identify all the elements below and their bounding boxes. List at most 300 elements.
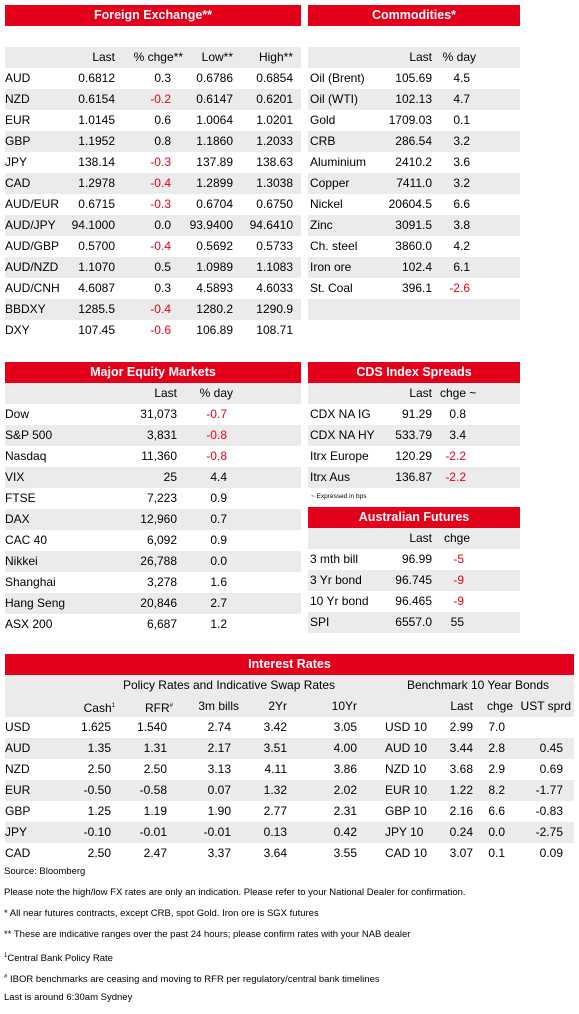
commodities-panel xyxy=(308,5,520,320)
rates-group-row xyxy=(5,675,574,696)
cell-chg: -0.4 xyxy=(150,176,171,190)
futures-header-row xyxy=(308,528,520,549)
fx-col-chge: % chge** xyxy=(133,50,183,64)
cds-panel xyxy=(308,362,520,503)
row-label: AUD/CNH xyxy=(5,281,60,295)
fx-col-low: Low** xyxy=(201,50,233,64)
rates-col-cash: Cash$^1$ xyxy=(83,701,115,715)
table-row xyxy=(5,89,301,110)
cell-last: 11,360 xyxy=(141,449,177,463)
table-row xyxy=(5,551,301,572)
cell-chg: 1.6 xyxy=(210,575,227,589)
cell-ust: 0.09 xyxy=(539,846,563,860)
cell-last: 20,846 xyxy=(140,596,177,610)
cell-chg: 0.3 xyxy=(154,71,171,85)
cell-last: 1.2978 xyxy=(78,176,115,190)
cell-yr2: 4.11 xyxy=(264,762,287,776)
cell-last: 3091.5 xyxy=(395,218,432,232)
footnote-range-note: ** These are indicative ranges over the past 24 hours; please confirm rates with your NAB dealer xyxy=(4,929,411,940)
cell-chg: -2.6 xyxy=(449,281,470,295)
footnote-futures-note: * All near futures contracts, except CRB, spot Gold. Iron ore is SGX futures xyxy=(4,908,319,919)
table-row xyxy=(5,801,574,822)
table-row xyxy=(5,173,301,194)
cell-last: 105.69 xyxy=(395,71,432,85)
table-row xyxy=(5,780,574,801)
row-label: JPY xyxy=(5,825,28,839)
cell-chg: 7.0 xyxy=(488,720,505,734)
cell-last: 533.79 xyxy=(395,428,432,442)
row-label: CAC 40 xyxy=(5,533,48,547)
cds-col-chge: chge ~ xyxy=(440,386,477,400)
table-row xyxy=(5,488,301,509)
cell-last: 96.465 xyxy=(395,594,432,608)
table-row xyxy=(5,717,574,738)
row-label: DXY xyxy=(5,323,30,337)
table-row xyxy=(308,194,520,215)
table-row xyxy=(308,236,520,257)
table-row xyxy=(308,68,520,89)
cell-last: 26,788 xyxy=(140,554,177,568)
fx-col-last: Last xyxy=(92,50,115,64)
cell-cash: -0.10 xyxy=(83,825,111,839)
cell-ust: 0.45 xyxy=(539,741,563,755)
row-label: AUD xyxy=(5,71,31,85)
row-label: NZD xyxy=(5,762,30,776)
row-label: USD xyxy=(5,720,31,734)
futures-panel xyxy=(308,507,520,633)
cds-col-last: Last xyxy=(409,386,432,400)
footnote-ibor: # IBOR benchmarks are ceasing and moving to RFR per regulatory/central bank timelines xyxy=(4,974,380,986)
cell-yr10: 2.02 xyxy=(333,783,357,797)
table-row xyxy=(308,549,520,570)
cell-yr10: 3.55 xyxy=(333,846,357,860)
cell-chg: 1.2 xyxy=(210,617,227,631)
cell-chg: 4.5 xyxy=(453,71,470,85)
cell-rfr: 1.19 xyxy=(143,804,167,818)
row-label: Gold xyxy=(310,113,336,127)
cell-high: 1290.9 xyxy=(256,302,293,316)
table-row xyxy=(5,68,301,89)
cell-cash: 1.35 xyxy=(87,741,111,755)
cell-high: 1.3038 xyxy=(256,176,293,190)
cell-bills: 2.17 xyxy=(207,741,231,755)
table-row xyxy=(308,446,520,467)
footnotes xyxy=(4,866,466,1013)
cell-chg: -0.7 xyxy=(206,407,227,421)
cell-bond: USD 10 xyxy=(385,720,428,734)
table-row xyxy=(5,759,574,780)
row-label: EUR xyxy=(5,113,31,127)
cell-yr10: 3.05 xyxy=(333,720,357,734)
cell-yr2: 0.13 xyxy=(263,825,287,839)
table-row xyxy=(5,257,301,278)
equity-col-day: % day xyxy=(199,386,233,400)
table-row xyxy=(5,614,301,635)
row-label: CDX NA IG xyxy=(310,407,371,421)
table-row xyxy=(308,152,520,173)
futures-col-last: Last xyxy=(409,531,432,545)
cell-last: 3.07 xyxy=(449,846,473,860)
cell-chg: 0.0 xyxy=(210,554,227,568)
cell-chg: 0.1 xyxy=(488,846,505,860)
cell-chg: 0.9 xyxy=(210,491,227,505)
row-label: Nasdaq xyxy=(5,449,47,463)
row-label: GBP xyxy=(5,134,31,148)
cell-low: 1.1860 xyxy=(196,134,233,148)
cell-last: 7,223 xyxy=(146,491,177,505)
commodities-table-body xyxy=(308,68,520,299)
row-label: Zinc xyxy=(310,218,333,232)
rates-col-2yr: 2Yr xyxy=(268,699,287,713)
cell-ust: -0.83 xyxy=(535,804,563,818)
cds-header-row xyxy=(308,383,520,404)
cell-last: 396.1 xyxy=(401,281,432,295)
cell-chg: -0.8 xyxy=(206,428,227,442)
futures-table-body xyxy=(308,549,520,633)
row-label: Hang Seng xyxy=(5,596,66,610)
row-label: SPI xyxy=(310,615,330,629)
equity-panel xyxy=(5,362,301,635)
rates-table-body xyxy=(5,717,574,864)
cell-low: 0.6704 xyxy=(196,197,233,211)
rates-panel xyxy=(5,654,574,864)
cell-last: 0.6812 xyxy=(78,71,115,85)
cell-high: 0.5733 xyxy=(256,239,293,253)
cell-last: 94.1000 xyxy=(71,218,115,232)
cell-chg: -0.6 xyxy=(150,323,171,337)
row-label: Nickel xyxy=(310,197,343,211)
cell-low: 1.0064 xyxy=(196,113,233,127)
cell-chg: -0.4 xyxy=(150,239,171,253)
cell-bond: NZD 10 xyxy=(385,762,427,776)
cell-chg: -0.2 xyxy=(150,92,171,106)
fx-title: Foreign Exchange** xyxy=(5,5,301,26)
cell-chg: -0.8 xyxy=(206,449,227,463)
row-label: CRB xyxy=(310,134,336,148)
cell-last: 7411.0 xyxy=(396,176,432,190)
futures-col-chge: chge xyxy=(444,531,471,545)
cell-rfr: 2.50 xyxy=(143,762,167,776)
row-label: Itrx Europe xyxy=(310,449,369,463)
cell-low: 106.89 xyxy=(196,323,233,337)
policy-rates-title: Policy Rates and Indicative Swap Rates xyxy=(122,678,336,692)
row-label: CAD xyxy=(5,176,31,190)
footnote-policy-rate: $^1$Central Bank Policy Rate xyxy=(4,953,113,965)
cell-last: 102.4 xyxy=(401,260,432,274)
cell-last: 3.68 xyxy=(449,762,473,776)
cell-bills: 3.13 xyxy=(207,762,231,776)
footnote-source: Source: Bloomberg xyxy=(4,866,86,877)
cell-bond: JPY 10 xyxy=(385,825,424,839)
cell-last: 6,687 xyxy=(146,617,177,631)
row-label: JPY xyxy=(5,155,28,169)
equity-title: Major Equity Markets xyxy=(5,362,301,383)
table-row xyxy=(5,530,301,551)
cell-chg: -9 xyxy=(453,594,464,608)
bonds-col-ust-sprd: UST sprd xyxy=(520,699,571,713)
row-label: EUR xyxy=(5,783,31,797)
cell-last: 2.99 xyxy=(449,720,473,734)
cell-last: 20604.5 xyxy=(388,197,432,211)
cell-low: 137.89 xyxy=(196,155,233,169)
cell-low: 1.2899 xyxy=(196,176,233,190)
cell-last: 3860.0 xyxy=(395,239,432,253)
row-label: DAX xyxy=(5,512,30,526)
table-row xyxy=(5,110,301,131)
cell-bond: GBP 10 xyxy=(385,804,427,818)
cell-chg: 0.8 xyxy=(449,407,466,421)
row-label: Copper xyxy=(310,176,350,190)
table-row xyxy=(5,509,301,530)
rates-col-rfr: RFR# xyxy=(144,701,173,715)
cell-last: 4.6087 xyxy=(78,281,115,295)
table-row xyxy=(5,194,301,215)
row-label: AUD/GBP xyxy=(5,239,60,253)
row-label: 3 Yr bond xyxy=(310,573,362,587)
cell-chg: 3.4 xyxy=(449,428,466,442)
row-label: BBDXY xyxy=(5,302,46,316)
cell-ust: 0.69 xyxy=(539,762,563,776)
row-label: S&P 500 xyxy=(5,428,53,442)
cell-last: 96.99 xyxy=(401,552,432,566)
equity-table-body xyxy=(5,404,301,635)
cell-yr10: 2.31 xyxy=(333,804,357,818)
cell-bond: AUD 10 xyxy=(385,741,428,755)
cell-last: 3,278 xyxy=(146,575,177,589)
row-label: CDX NA HY xyxy=(310,428,375,442)
cell-high: 1.0201 xyxy=(256,113,293,127)
fx-col-high: High** xyxy=(258,50,293,64)
table-row xyxy=(5,404,301,425)
table-row xyxy=(5,320,301,341)
row-label: Oil (Brent) xyxy=(310,71,365,85)
row-label: NZD xyxy=(5,92,30,106)
row-label: AUD xyxy=(5,741,31,755)
cell-bills: -0.01 xyxy=(203,825,231,839)
fx-header-row xyxy=(5,47,301,68)
row-label: Dow xyxy=(5,407,30,421)
table-row xyxy=(5,446,301,467)
commodities-col-day: % day xyxy=(442,50,476,64)
cell-chg: -0.4 xyxy=(150,302,171,316)
rates-header-row xyxy=(5,696,574,717)
cell-rfr: 2.47 xyxy=(143,846,167,860)
cell-chg: 3.2 xyxy=(453,176,470,190)
cell-last: 3,831 xyxy=(146,428,177,442)
cell-last: 107.45 xyxy=(78,323,115,337)
cell-chg: 0.7 xyxy=(210,512,227,526)
cds-note: ~ Expressed in bps xyxy=(311,493,367,500)
equity-col-last: Last xyxy=(154,386,177,400)
cell-last: 1.0145 xyxy=(78,113,115,127)
cell-chg: -2.2 xyxy=(445,449,466,463)
row-label: 3 mth bill xyxy=(310,552,359,566)
table-row xyxy=(5,425,301,446)
cell-last: 12,960 xyxy=(140,512,177,526)
cell-high: 108.71 xyxy=(256,323,293,337)
cell-chg: 55 xyxy=(450,615,464,629)
cell-chg: 8.2 xyxy=(488,783,505,797)
table-row xyxy=(5,131,301,152)
cell-last: 1709.03 xyxy=(388,113,432,127)
cell-low: 0.6147 xyxy=(196,92,233,106)
cell-low: 1280.2 xyxy=(196,302,233,316)
row-label: FTSE xyxy=(5,491,36,505)
cell-ust: -2.75 xyxy=(535,825,563,839)
cell-bond: CAD 10 xyxy=(385,846,428,860)
cell-chg: 0.9 xyxy=(210,533,227,547)
row-label: Shanghai xyxy=(5,575,56,589)
cell-chg: 2.9 xyxy=(488,762,505,776)
row-label: CAD xyxy=(5,846,31,860)
fx-table-body xyxy=(5,68,301,341)
cell-chg: 3.2 xyxy=(453,134,470,148)
table-row xyxy=(5,278,301,299)
cell-rfr: -0.01 xyxy=(139,825,167,839)
cell-yr10: 4.00 xyxy=(333,741,357,755)
row-label: Itrx Aus xyxy=(310,470,351,484)
cell-bills: 2.74 xyxy=(207,720,231,734)
table-row xyxy=(5,572,301,593)
table-row xyxy=(5,843,574,864)
cell-last: 286.54 xyxy=(395,134,432,148)
cell-last: 102.13 xyxy=(395,92,432,106)
commodities-col-last: Last xyxy=(409,50,432,64)
table-row xyxy=(308,278,520,299)
cell-rfr: 1.540 xyxy=(136,720,167,734)
cell-chg: -0.3 xyxy=(150,155,171,169)
cell-high: 1.1083 xyxy=(256,260,293,274)
table-row xyxy=(5,152,301,173)
table-row xyxy=(308,215,520,236)
cell-chg: -5 xyxy=(453,552,464,566)
bonds-title: Benchmark 10 Year Bonds xyxy=(406,678,550,692)
cell-chg: 4.4 xyxy=(210,470,227,484)
cell-last: 1.22 xyxy=(449,783,473,797)
table-row xyxy=(308,570,520,591)
cell-last: 25 xyxy=(163,470,177,484)
cell-chg: 0.6 xyxy=(154,113,171,127)
cell-yr2: 1.32 xyxy=(263,783,287,797)
cell-last: 138.14 xyxy=(78,155,115,169)
table-row xyxy=(308,173,520,194)
table-row xyxy=(308,110,520,131)
cell-chg: 6.6 xyxy=(453,197,470,211)
table-row xyxy=(308,131,520,152)
table-row xyxy=(5,299,301,320)
cell-cash: -0.50 xyxy=(83,783,111,797)
cell-chg: 6.6 xyxy=(488,804,505,818)
table-row xyxy=(308,425,520,446)
cell-last: 0.6154 xyxy=(78,92,115,106)
cell-chg: 0.8 xyxy=(154,134,171,148)
cell-bills: 3.37 xyxy=(207,846,231,860)
rates-col-10yr: 10Yr xyxy=(331,699,357,713)
cell-bills: 0.07 xyxy=(207,783,231,797)
cell-chg: 0.1 xyxy=(453,113,470,127)
cell-high: 0.6750 xyxy=(256,197,293,211)
cell-yr2: 3.64 xyxy=(263,846,287,860)
cell-low: 4.5893 xyxy=(196,281,233,295)
row-label: AUD/EUR xyxy=(5,197,60,211)
row-label: Ch. steel xyxy=(310,239,358,253)
cell-last: 6,092 xyxy=(146,533,177,547)
row-label: St. Coal xyxy=(310,281,353,295)
cell-chg: 0.0 xyxy=(488,825,505,839)
cell-last: 120.29 xyxy=(395,449,432,463)
row-label: ASX 200 xyxy=(5,617,53,631)
cell-chg: -0.3 xyxy=(150,197,171,211)
row-label: Iron ore xyxy=(310,260,352,274)
rates-title: Interest Rates xyxy=(5,654,574,675)
cell-chg: 4.7 xyxy=(453,92,470,106)
cell-rfr: 1.31 xyxy=(143,741,167,755)
row-label: 10 Yr bond xyxy=(310,594,369,608)
cell-chg: 2.7 xyxy=(210,596,227,610)
cell-cash: 2.50 xyxy=(87,762,111,776)
rates-col-3m-bills: 3m bills xyxy=(198,699,239,713)
cell-high: 0.6854 xyxy=(256,71,293,85)
table-row xyxy=(5,822,574,843)
row-label: Aluminium xyxy=(310,155,367,169)
cell-last: 1.1952 xyxy=(78,134,115,148)
cell-chg: -2.2 xyxy=(445,470,466,484)
bonds-col-last: Last xyxy=(450,699,473,713)
cds-title: CDS Index Spreads xyxy=(308,362,520,383)
cell-yr10: 0.42 xyxy=(333,825,357,839)
cell-chg: -9 xyxy=(453,573,464,587)
cell-high: 4.6033 xyxy=(256,281,293,295)
cell-last: 96.745 xyxy=(395,573,432,587)
cell-chg: 6.1 xyxy=(453,260,470,274)
commodities-header-row xyxy=(308,47,520,68)
row-label: AUD/NZD xyxy=(5,260,59,274)
commodities-title: Commodities* xyxy=(308,5,520,26)
cell-ust: -1.77 xyxy=(535,783,563,797)
table-row xyxy=(308,89,520,110)
cell-high: 138.63 xyxy=(256,155,293,169)
cell-chg: 3.6 xyxy=(453,155,470,169)
cell-low: 93.9400 xyxy=(189,218,233,232)
equity-header-row xyxy=(5,383,301,404)
cell-cash: 1.25 xyxy=(87,804,111,818)
futures-title: Australian Futures xyxy=(308,507,520,528)
cell-chg: 0.3 xyxy=(154,281,171,295)
cell-low: 1.0989 xyxy=(196,260,233,274)
row-label: VIX xyxy=(5,470,25,484)
cell-last: 0.5700 xyxy=(78,239,115,253)
cell-chg: 3.8 xyxy=(453,218,470,232)
cell-chg: 0.5 xyxy=(154,260,171,274)
cell-last: 2410.2 xyxy=(395,155,432,169)
cell-chg: 4.2 xyxy=(453,239,470,253)
commodities-filler xyxy=(308,299,520,320)
row-label: Nikkei xyxy=(5,554,38,568)
table-row xyxy=(308,612,520,633)
bonds-col-chge: chge xyxy=(486,699,513,713)
cell-last: 31,073 xyxy=(140,407,177,421)
table-row xyxy=(308,467,520,488)
row-label: Oil (WTI) xyxy=(310,92,358,106)
cell-last: 6557.0 xyxy=(395,615,432,629)
table-row xyxy=(5,236,301,257)
cds-table-body xyxy=(308,404,520,488)
cell-rfr: -0.58 xyxy=(139,783,167,797)
cell-last: 1285.5 xyxy=(78,302,115,316)
cell-bond: EUR 10 xyxy=(385,783,428,797)
row-label: AUD/JPY xyxy=(5,218,56,232)
cell-cash: 1.625 xyxy=(80,720,111,734)
